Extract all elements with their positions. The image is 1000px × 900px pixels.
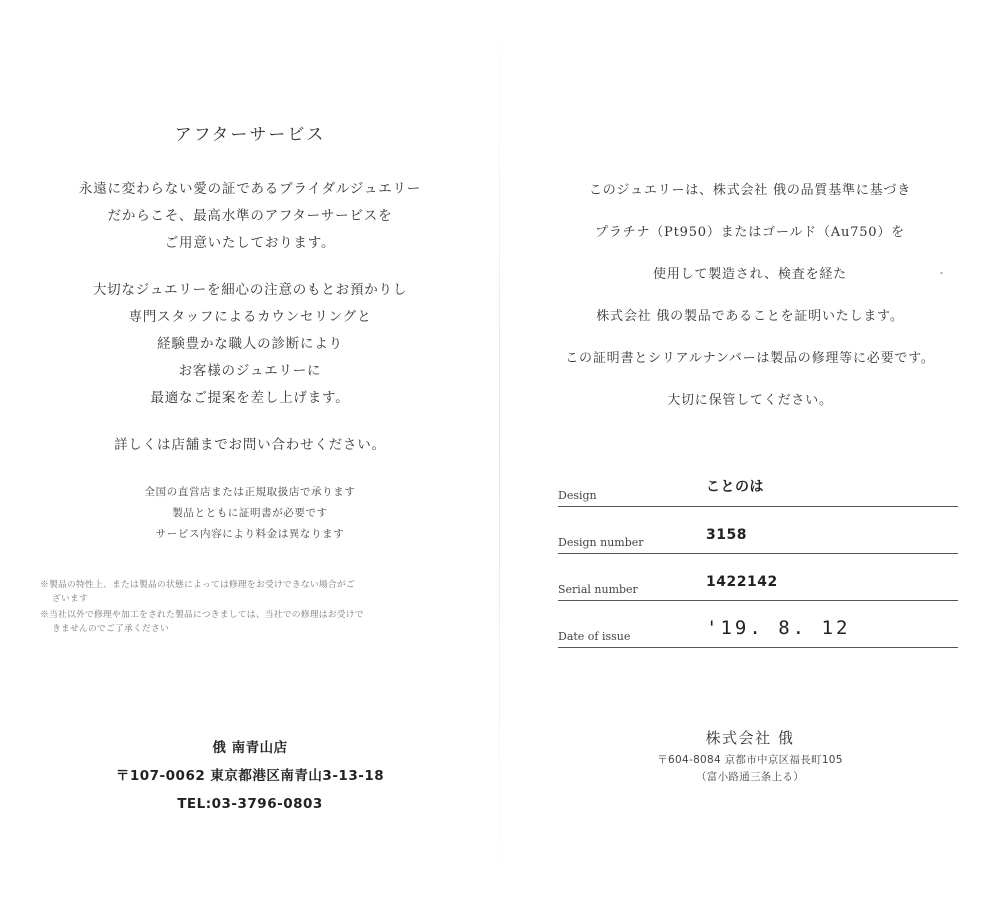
footnotes [40, 578, 435, 638]
detail-value: 1422142 [706, 574, 778, 590]
intro-paragraph [0, 176, 500, 257]
store-info [0, 734, 500, 818]
detail-row-design [558, 460, 958, 507]
inquiry-text: 詳しくは店舗までお問い合わせください。 [114, 437, 386, 453]
company-sub-address: （富小路通三条上る） [696, 771, 804, 783]
service-paragraph [0, 277, 500, 412]
company-address: 〒604-8084 京都市中京区福長町105 [657, 754, 843, 766]
service-line: お客様のジュエリーに [178, 363, 322, 379]
detail-label: Design number [558, 536, 644, 549]
company-name: 株式会社 俄 [705, 729, 795, 747]
service-line: 専門スタッフによるカウンセリングと [128, 309, 372, 325]
date-stamp: '19. 8. 12 [706, 617, 851, 639]
footnote-line: ※製品の特性上、または製品の状態によっては修理をお受けできない場合がご [40, 580, 355, 590]
product-details-table [558, 460, 958, 648]
detail-value: ことのは [706, 479, 764, 495]
service-conditions [0, 482, 500, 545]
detail-label: Date of issue [558, 630, 631, 643]
certificate-line: このジュエリーは、株式会社 俄の品質基準に基づき [588, 183, 912, 198]
footnote-line: ざいます [52, 594, 88, 604]
service-line: 経験豊かな職人の診断により [157, 336, 343, 352]
footnote-line: ※当社以外で修理や加工をされた製品につきましては、当社での修理はお受けで [40, 610, 364, 620]
store-tel: TEL:03-3796-0803 [177, 796, 323, 812]
service-line: 最適なご提案を差し上げます。 [150, 390, 350, 406]
detail-row-date-of-issue [558, 601, 958, 648]
detail-value: 3158 [706, 527, 747, 543]
footnote [40, 608, 435, 636]
after-service-title: アフターサービス [174, 125, 326, 145]
detail-row-serial-number [558, 554, 958, 601]
certificate-line: 株式会社 俄の製品であることを証明いたします。 [596, 309, 904, 324]
certificate-line: 使用して製造され、検査を経た [653, 267, 847, 282]
company-address-block [500, 752, 1000, 786]
condition-line: 製品とともに証明書が必要です [172, 507, 328, 519]
detail-label: Design [558, 489, 597, 502]
intro-line: 永遠に変わらない愛の証であるブライダルジュエリー [78, 181, 422, 197]
paper-speck [940, 272, 943, 274]
certificate-line: 大切に保管してください。 [667, 393, 833, 408]
certificate-line: この証明書とシリアルナンバーは製品の修理等に必要です。 [565, 351, 935, 366]
condition-line: サービス内容により料金は異なります [155, 528, 345, 540]
condition-line: 全国の直営店または正規取扱店で承ります [144, 486, 356, 498]
store-address: 〒107-0062 東京都港区南青山3-13-18 [115, 768, 385, 784]
store-name: 俄 南青山店 [212, 740, 288, 756]
detail-row-design-number [558, 507, 958, 554]
intro-line: だからこそ、最高水準のアフターサービスを [107, 208, 393, 224]
certificate-line: プラチナ（Pt950）またはゴールド（Au750）を [595, 225, 905, 240]
footnote-line: きませんのでご了承ください [52, 624, 169, 634]
certificate-text [500, 170, 1000, 422]
service-line: 大切なジュエリーを細心の注意のもとお預かりし [92, 282, 408, 298]
intro-line: ご用意いたしております。 [164, 235, 336, 251]
footnote [40, 578, 435, 606]
detail-label: Serial number [558, 583, 638, 596]
right-page [500, 0, 1000, 900]
